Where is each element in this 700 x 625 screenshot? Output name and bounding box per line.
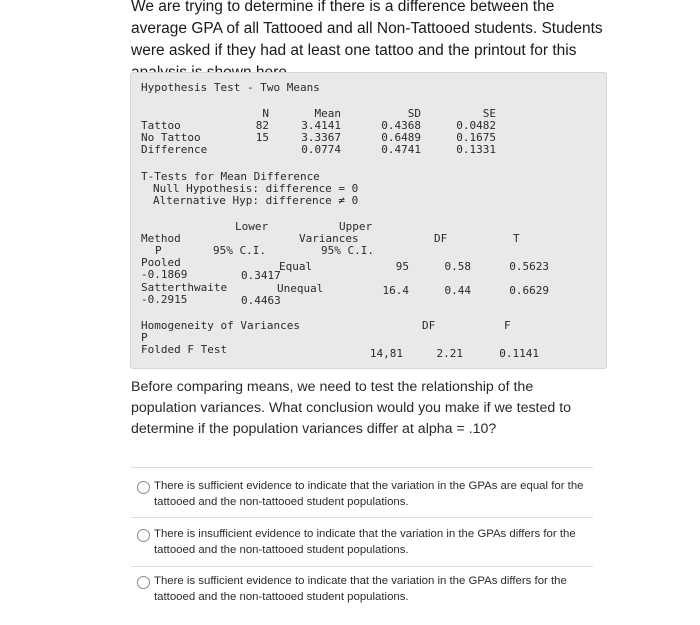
cell-t: 0.58 [444, 260, 471, 273]
cell-se: 0.1675 [456, 131, 496, 144]
radio-button[interactable] [137, 529, 150, 542]
radio-button[interactable] [137, 481, 150, 494]
header-lower: Lower [235, 220, 269, 233]
radio-button[interactable] [137, 576, 150, 589]
cell-p: 0.5623 [509, 260, 549, 273]
alternative-hypothesis: Alternative Hyp: difference ≠ 0 [153, 194, 359, 207]
cell-label: Folded F Test [141, 343, 228, 356]
header-method: Method [141, 232, 181, 245]
header-variances: Variances [299, 232, 359, 245]
cell-n: 82 [255, 119, 269, 132]
cell-method: Satterthwaite [141, 281, 228, 294]
option-divider [131, 467, 593, 468]
cell-t: 0.44 [444, 284, 471, 297]
header-mean: Mean [314, 107, 341, 120]
ttest-title: T-Tests for Mean Difference [141, 170, 320, 183]
cell-f: 2.21 [436, 347, 463, 360]
cell-mean: 0.0774 [301, 143, 341, 156]
cell-sd: 0.6489 [381, 131, 421, 144]
null-hypothesis: Null Hypothesis: difference = 0 [153, 182, 359, 195]
header-n: N [262, 107, 269, 120]
cell-sd: 0.4741 [381, 143, 421, 156]
header-ci-upper: 95% C.I. [321, 244, 374, 257]
row-label: Tattoo [141, 119, 181, 132]
cell-p: 0.6629 [509, 284, 549, 297]
header-upper: Upper [339, 220, 373, 233]
cell-mean: 3.4141 [301, 119, 341, 132]
cell-variances: Unequal [277, 282, 324, 295]
homog-header-df: DF [422, 319, 436, 332]
cell-method: Pooled [141, 256, 181, 269]
question-text: We are trying to determine if there is a difference between the average GPA of all Tattooed and all Non-Tattooed students. Students were asked if they had at least one tattoo and the printout for this [131, 0, 603, 59]
option-divider [131, 566, 593, 567]
cell-df: 95 [395, 260, 409, 273]
header-ci-lower: 95% C.I. [213, 244, 266, 257]
homogeneity-title: Homogeneity of Variances [141, 319, 300, 332]
cell-lower: -0.1869 [141, 268, 188, 281]
cell-se: 0.0482 [456, 119, 496, 132]
header-t: T [513, 232, 520, 245]
option-1-text: There is sufficient evidence to indicate that the variation in the GPAs are equal for the tattooed and the non-tattooed student populations. [154, 480, 584, 508]
option-divider [131, 517, 593, 518]
header-sd: SD [407, 107, 421, 120]
cell-variances: Equal [279, 260, 313, 273]
option-2-text: There is insufficient evidence to indicate that the variation in the GPAs differs for the tattooed and the non-tattooed student populations. [154, 528, 576, 556]
subquestion-text: Before comparing means, we need to test the relationship of the population variances. What conclusion would you make if we tested to determine if the population variances differ at alpha = .10? [131, 379, 572, 437]
cell-sd: 0.4368 [381, 119, 421, 132]
option-3-text: There is sufficient evidence to indicate that the variation in the GPAs differs for the tattooed and the non-tattooed student populations. [154, 575, 567, 603]
row-label: Difference [141, 143, 208, 156]
homog-header-f: F [504, 319, 511, 332]
homog-header-p: P [141, 331, 148, 344]
header-p: P [155, 244, 162, 257]
cell-mean: 3.3367 [301, 131, 341, 144]
analysis-printout [130, 72, 607, 369]
cell-p: 0.1141 [499, 347, 539, 360]
cell-df: 14,81 [369, 347, 403, 360]
row-label: No Tattoo [141, 131, 201, 144]
header-se: SE [482, 107, 496, 120]
cell-upper: 0.3417 [241, 269, 281, 282]
header-df: DF [434, 232, 448, 245]
cell-upper: 0.4463 [241, 294, 281, 307]
cell-lower: -0.2915 [141, 293, 188, 306]
printout-title: Hypothesis Test - Two Means [141, 81, 320, 94]
cell-n: 15 [255, 131, 269, 144]
cell-df: 16.4 [382, 284, 409, 297]
cell-se: 0.1331 [456, 143, 496, 156]
